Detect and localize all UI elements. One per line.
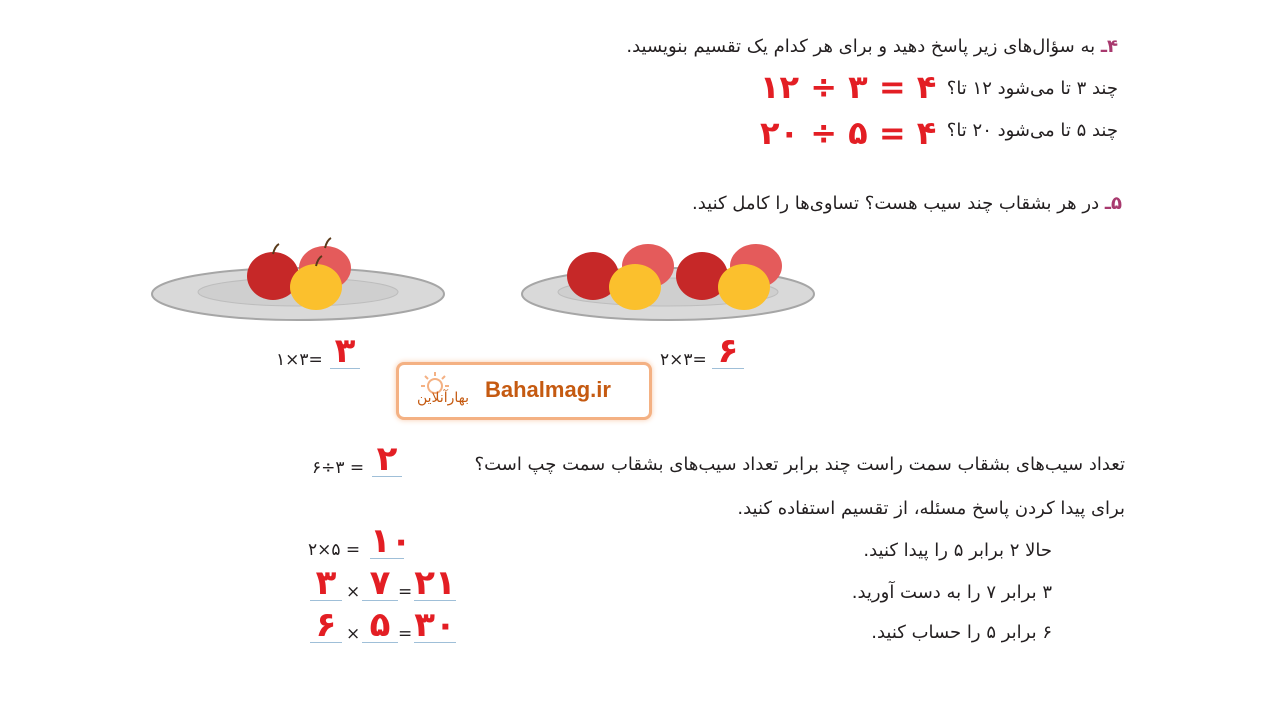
row2-times: × <box>346 582 361 602</box>
row3-equals: = <box>398 624 413 644</box>
row3-times: × <box>346 624 361 644</box>
left-plate-illustration <box>150 236 450 326</box>
right-plate-equation <box>660 350 707 370</box>
q4-instruction-line <box>626 36 1118 57</box>
row3-product: ۳۰ <box>414 605 456 645</box>
q4-line1-answer: ۱۲ ÷ ۳ = ۴ <box>760 68 937 106</box>
left-plate-equation <box>276 350 323 370</box>
compare-equation: ۶÷۳ = <box>312 458 365 478</box>
q4-line2-answer: ۲۰ ÷ ۵ = ۴ <box>760 114 937 152</box>
q4-line2-text: چند ۵ تا می‌شود ۲۰ تا؟ <box>946 120 1118 141</box>
right-plate-illustration <box>520 236 820 326</box>
q5-instruction: در هر بشقاب چند سیب هست؟ تساوی‌ها را کامل کنید. <box>691 193 1100 214</box>
row2-equals: = <box>398 582 413 602</box>
row1-text: حالا ۲ برابر ۵ را پیدا کنید. <box>863 540 1052 561</box>
compare-question: تعداد سیب‌های بشقاب سمت راست چند برابر تعداد سیب‌های بشقاب سمت چپ است؟ <box>474 454 1125 475</box>
right-plate-answer: ۶ <box>712 334 744 369</box>
hint-text: برای پیدا کردن پاسخ مسئله، از تقسیم استفاده کنید. <box>737 498 1125 519</box>
q4-line1-text: چند ۳ تا می‌شود ۱۲ تا؟ <box>946 78 1118 99</box>
left-plate-eq-text: ۱×۳= <box>276 350 323 370</box>
row2-factor-b: ۷ <box>362 566 398 601</box>
compare-answer: ۲ <box>372 442 402 477</box>
row1-answer: ۱۰ <box>370 521 412 561</box>
watermark-logo <box>396 362 652 420</box>
sun-logo-icon <box>413 368 473 412</box>
apple-icon <box>718 264 770 310</box>
watermark-persian: بهارآنلاین <box>416 390 470 406</box>
q4-instruction: به سؤال‌های زیر پاسخ دهید و برای هر کدام یک تقسیم بنویسید. <box>626 36 1096 57</box>
apple-icon <box>609 264 661 310</box>
row2-text: ۳ برابر ۷ را به دست آورید. <box>851 582 1052 603</box>
left-plate-answer: ۳ <box>330 334 360 369</box>
q5-number: ۵ـ <box>1104 193 1122 214</box>
row3-factor-b: ۵ <box>362 608 398 643</box>
q5-instruction-line <box>692 193 1122 214</box>
watermark-text: Bahalmag.ir <box>485 377 611 402</box>
row3-text: ۶ برابر ۵ را حساب کنید. <box>871 622 1052 643</box>
row2-factor-a: ۳ <box>310 566 342 601</box>
q4-number: ۴ـ <box>1100 36 1118 57</box>
right-plate-eq-text: ۲×۳= <box>660 350 707 370</box>
row2-product: ۲۱ <box>414 563 456 603</box>
row1-equation: ۲×۵ = <box>308 540 361 560</box>
row3-factor-a: ۶ <box>310 608 342 643</box>
